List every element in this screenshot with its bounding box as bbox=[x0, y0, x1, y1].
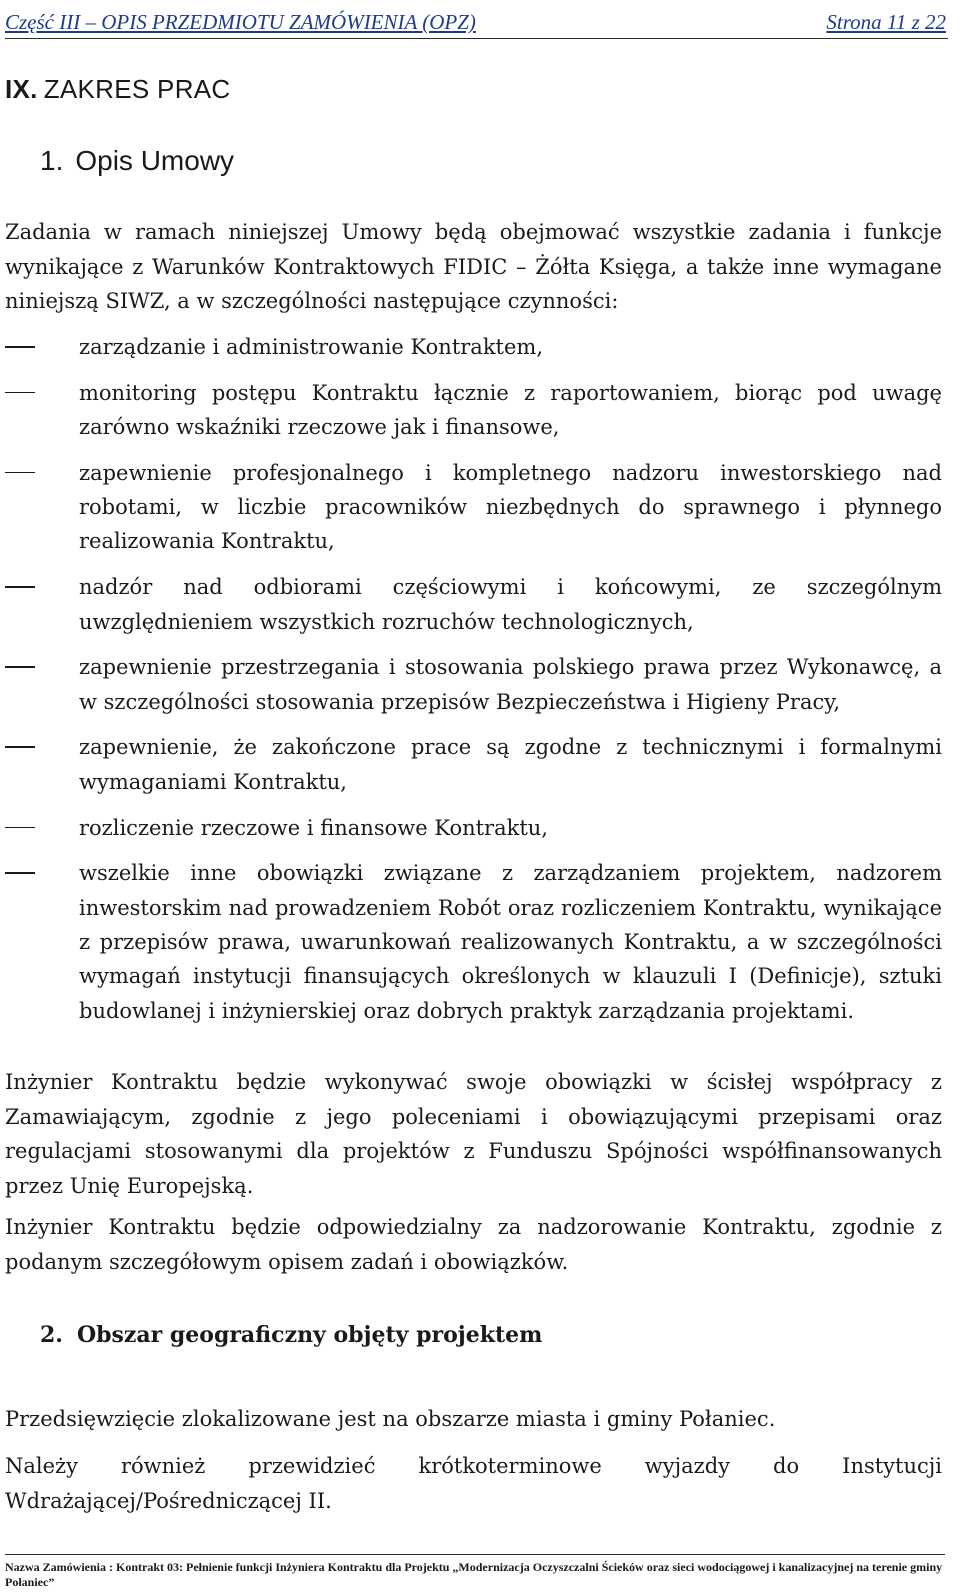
subsection-number: 1. bbox=[40, 145, 64, 176]
subsection-heading-contract bbox=[40, 145, 234, 177]
list-item: zarządzanie i administrowanie Kontraktem, bbox=[5, 330, 942, 364]
list-item: zapewnienie przestrzegania i stosowania polskiego prawa przez Wykonawcę, a w szczególności stosowania przepisów Bezpieczeństwa i Higieny Pracy, bbox=[5, 650, 942, 719]
dash-bullet-icon bbox=[5, 666, 35, 668]
dash-bullet-icon bbox=[5, 346, 35, 348]
engineer-responsibility-paragraph: Inżynier Kontraktu będzie odpowiedzialny za nadzorowanie Kontraktu, zgodnie z podanym szczegółowym opisem zadań i obowiązków. bbox=[5, 1215, 942, 1274]
list-item: nadzór nad odbiorami częściowymi i końcowymi, ze szczególnym uwzględnieniem wszystkich rozruchów technologicznych, bbox=[5, 570, 942, 639]
list-item: rozliczenie rzeczowe i finansowe Kontraktu, bbox=[5, 811, 942, 845]
footer-divider bbox=[5, 1554, 945, 1555]
list-item: zapewnienie, że zakończone prace są zgodne z technicznymi i formalnymi wymaganiami Kontraktu, bbox=[5, 730, 942, 799]
subsection-heading-geography bbox=[40, 1322, 542, 1348]
dash-bullet-icon bbox=[5, 827, 35, 829]
travel-paragraph: Należy również przewidzieć krótkoterminowe wyjazdy do Instytucji Wdrażającej/Pośredniczącej II. bbox=[5, 1454, 942, 1513]
page-header bbox=[5, 8, 948, 39]
document-part-title: Część III – OPIS PRZEDMIOTU ZAMÓWIENIA (OPZ) bbox=[5, 10, 476, 34]
section-title: ZAKRES PRAC bbox=[43, 74, 231, 104]
intro-paragraph: Zadania w ramach niniejszej Umowy będą obejmować wszystkie zadania i funkcje wynikające z Warunków Kontraktowych FIDIC – Żółta Księga, a także inne wymagane niniejszą SIWZ, a w szczególności następujące czynności: bbox=[5, 220, 942, 313]
subsection-title: Obszar geograficzny objęty projektem bbox=[76, 1322, 543, 1348]
section-heading bbox=[5, 74, 231, 105]
geography-paragraph: Przedsięwzięcie zlokalizowane jest na obszarze miasta i gminy Połaniec. bbox=[5, 1407, 776, 1431]
section-number: IX. bbox=[5, 74, 38, 104]
duties-list bbox=[5, 330, 942, 1039]
dash-bullet-icon bbox=[5, 392, 35, 394]
list-item: zapewnienie profesjonalnego i kompletnego nadzoru inwestorskiego nad robotami, w liczbie pracowników niezbędnych do sprawnego i płynnego realizowania Kontraktu, bbox=[5, 456, 942, 559]
subsection-title: Opis Umowy bbox=[75, 145, 235, 176]
dash-bullet-icon bbox=[5, 746, 35, 748]
subsection-number: 2. bbox=[40, 1322, 63, 1348]
dash-bullet-icon bbox=[5, 586, 35, 588]
list-item: monitoring postępu Kontraktu łącznie z raportowaniem, biorąc pod uwagę zarówno wskaźniki rzeczowe jak i finansowe, bbox=[5, 376, 942, 445]
dash-bullet-icon bbox=[5, 472, 35, 474]
page-footer: Nazwa Zamówienia : Kontrakt 03: Pełnienie funkcji Inżyniera Kontraktu dla Projektu „Modernizacja Oczyszczalni Ścieków oraz sieci wodociągowej i kanalizacyjnej na terenie gminy Połaniec” bbox=[5, 1560, 943, 1589]
list-item: wszelkie inne obowiązki związane z zarządzaniem projektem, nadzorem inwestorskim nad prowadzeniem Robót oraz rozliczeniem Kontraktu, wynikające z przepisów prawa, uwarunkowań realizowanych Kontraktu, a w szczególności wymagań instytucji finansujących określonych w klauzuli I (Definicje), sztuki budowlanej i inżynierskiej oraz dobrych praktyk zarządzania projektami. bbox=[5, 856, 942, 1027]
engineer-cooperation-paragraph: Inżynier Kontraktu będzie wykonywać swoje obowiązki w ścisłej współpracy z Zamawiającym, zgodnie z jego poleceniami i obowiązującymi przepisami oraz regulacjami stosowanymi dla projektów z Funduszu Spójności współfinansowanych przez Unię Europejską. bbox=[5, 1070, 942, 1198]
dash-bullet-icon bbox=[5, 872, 35, 874]
page-number: Strona 11 z 22 bbox=[826, 10, 946, 34]
